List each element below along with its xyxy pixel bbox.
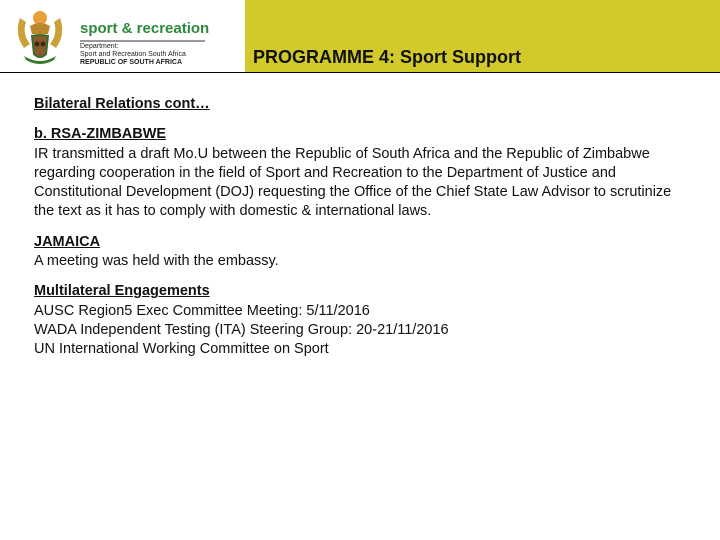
multilateral-item: AUSC Region5 Exec Committee Meeting: 5/11/2016 (34, 302, 370, 319)
zimbabwe-text: IR transmitted a draft Mo.U between the Republic of South Africa and the Republic of Zimbabwe regarding cooperation in the field of Sport and Recreation to the Department of Justice and Constitutional Development (DOJ) requesting the Office of the Chief State Law Advisor to scrutinize the text as it has to comply with domestic & international laws. (34, 145, 672, 220)
slide-body (34, 95, 694, 371)
slide-title: PROGRAMME 4: Sport Support (253, 47, 521, 67)
multilateral-heading: Multilateral Engagements (34, 283, 210, 300)
zimbabwe-heading: b. RSA-ZIMBABWE (34, 126, 167, 143)
coat-of-arms-icon (10, 4, 70, 68)
header-divider (0, 72, 720, 73)
dept-line-2: Sport and Recreation South Africa (80, 51, 186, 58)
section-heading: Bilateral Relations cont… (34, 96, 210, 112)
department-text (80, 43, 186, 67)
brand-rule (80, 40, 205, 42)
department-logo (10, 4, 240, 68)
dept-line-3: REPUBLIC OF SOUTH AFRICA (80, 59, 183, 66)
multilateral-item: WADA Independent Testing (ITA) Steering Group: 20-21/11/2016 (34, 321, 449, 338)
jamaica-heading: JAMAICA (34, 233, 101, 250)
dept-line-1: Department: (80, 43, 119, 50)
brand-name: sport & recreation (80, 20, 210, 37)
multilateral-item: UN International Working Committee on Sport (34, 341, 329, 358)
jamaica-text: A meeting was held with the embassy. (34, 253, 279, 270)
